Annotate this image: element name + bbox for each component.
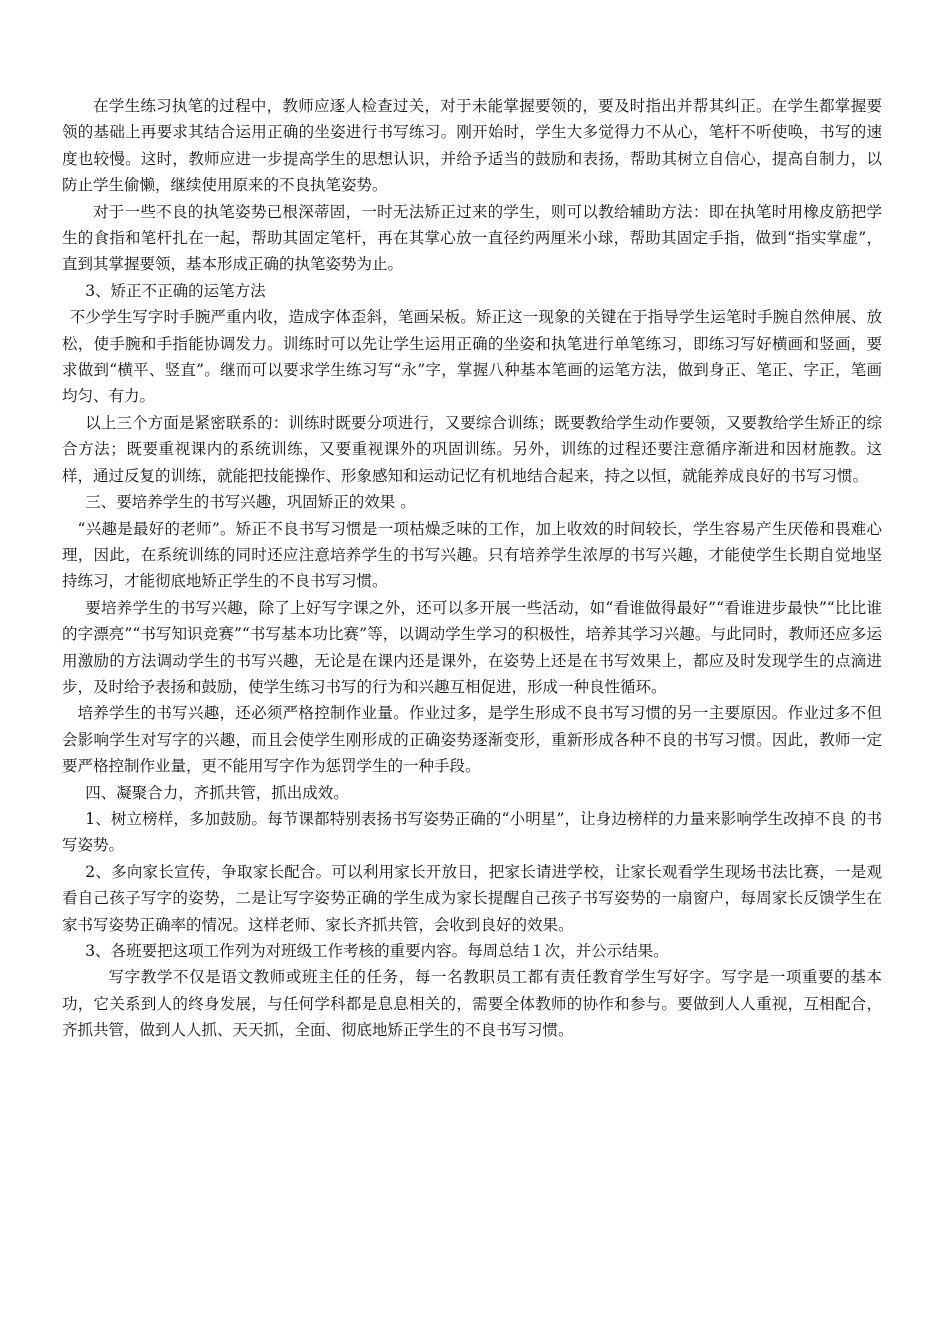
heading-joint-effort: 四、凝聚合力，齐抓共管，抓出成效。 (85, 783, 349, 802)
paragraph-role-model: 1、树立榜样，多加鼓励。每节课都特别表扬书写姿势正确的“小明星”，让身边榜样的力量来影响学生改掉不良 的书写姿势。 (62, 809, 882, 855)
heading-correct-stroke-method: 3、矫正不正确的运笔方法 (85, 281, 266, 300)
paragraph-conclusion: 写字教学不仅是语文教师或班主任的任务，每一名教职员工都有责任教育学生写好字。写字是一项重要的基本功，它关系到人的终身发展，与任何学科都是息息相关的，需要全体教师的协作和参与。要做到人人重视，互相配合，齐抓共管，做到人人抓、天天抓，全面、彻底地矫正学生的不良书写习惯。 (62, 968, 882, 1040)
paragraph-interest-teacher: “兴趣是最好的老师”。矫正不良书写习惯是一项枯燥乏味的工作，加上收效的时间较长，学生容易产生厌倦和畏难心理，因此，在系统训练的同时还应注意培养学生的书写兴趣。只有培养学生浓厚的书写兴趣，才能使学生长期自觉地坚持练习，才能彻底地矫正学生的不良书写习惯。 (62, 519, 882, 591)
paragraph-homework-control: 培养学生的书写兴趣，还必须严格控制作业量。作业过多，是学生形成不良书写习惯的另一主要原因。作业过多不但会影响学生对写字的兴趣，而且会使学生刚形成的正确姿势逐渐变形，重新形成各种不良的书写习惯。因此，教师一定要严格控制作业量，更不能用写字作为惩罚学生的一种手段。 (62, 704, 882, 776)
document-body (62, 93, 882, 1044)
paragraph-parent-cooperation: 2、多向家长宣传，争取家长配合。可以利用家长开放日，把家长请进学校，让家长观看学生现场书法比赛，一是观看自己孩子写字的姿势，二是让写字姿势正确的学生成为家长提醒自己孩子书写姿势的一扇窗户，每周家长反馈学生在家书写姿势正确率的情况。这样老师、家长齐抓共管，会收到良好的效果。 (62, 862, 882, 934)
paragraph-class-assessment: 3、各班要把这项工作列为对班级工作考核的重要内容。每周总结１次，并公示结果。 (85, 942, 669, 960)
paragraph-three-aspects: 以上三个方面是紧密联系的：训练时既要分项进行，又要综合训练；既要教给学生动作要领，又要教给学生矫正的综合方法；既要重视课内的系统训练，又要重视课外的巩固训练。另外，训练的过程还要注意循序渐进和因材施教。这样，通过反复的训练，就能把技能操作、形象感知和运动记忆有机地结合起来，持之以恒，就能养成良好的书写习惯。 (62, 413, 882, 485)
paragraph-auxiliary-method: 对于一些不良的执笔姿势已根深蒂固，一时无法矫正过来的学生，则可以教给辅助方法：即在执笔时用橡皮筋把学生的食指和笔杆扎在一起，帮助其固定笔杆，再在其掌心放一直径约两厘米小球，帮助其固定手指，做到“指实掌虚”，直到其掌握要领，基本形成正确的执笔姿势为止。 (62, 202, 882, 274)
paragraph-wrist-correction: 不少学生写字时手腕严重内收，造成字体歪斜，笔画呆板。矫正这一现象的关键在于指导学生运笔时手腕自然伸展、放松，使手腕和手指能协调发力。训练时可以先让学生运用正确的坐姿和执笔进行单笔练习，即练习写好横画和竖画，要求做到“横平、竖直”。继而可以要求学生练习写“永”字，掌握八种基本笔画的运笔方法，做到身正、笔正、字正，笔画均匀、有力。 (62, 308, 882, 406)
heading-writing-interest: 三、要培养学生的书写兴趣，巩固矫正的效果 。 (85, 493, 416, 512)
paragraph-pen-holding-check: 在学生练习执笔的过程中，教师应逐人检查过关，对于未能掌握要领的，要及时指出并帮其纠正。在学生都掌握要领的基础上再要求其结合运用正确的坐姿进行书写练习。刚开始时，学生大多觉得力不从心，笔杆不听使唤，书写的速度也较慢。这时，教师应进一步提高学生的思想认识，并给予适当的鼓励和表扬，帮助其树立自信心，提高自制力，以防止学生偷懒，继续使用原来的不良执笔姿势。 (62, 97, 882, 195)
paragraph-activities: 要培养学生的书写兴趣，除了上好写字课之外，还可以多开展一些活动，如“看谁做得最好”“看谁进步最快”“比比谁的字漂亮”“书写知识竞赛”“书写基本功比赛”等，以调动学生学习的积极性，培养其学习兴趣。与此同时，教师还应多运用激励的方法调动学生的书写兴趣，无论是在课内还是课外，在姿势上还是在书写效果上，都应及时发现学生的点滴进步，及时给予表扬和鼓励，使学生练习书写的行为和兴趣互相促进，形成一种良性循环。 (62, 598, 882, 696)
